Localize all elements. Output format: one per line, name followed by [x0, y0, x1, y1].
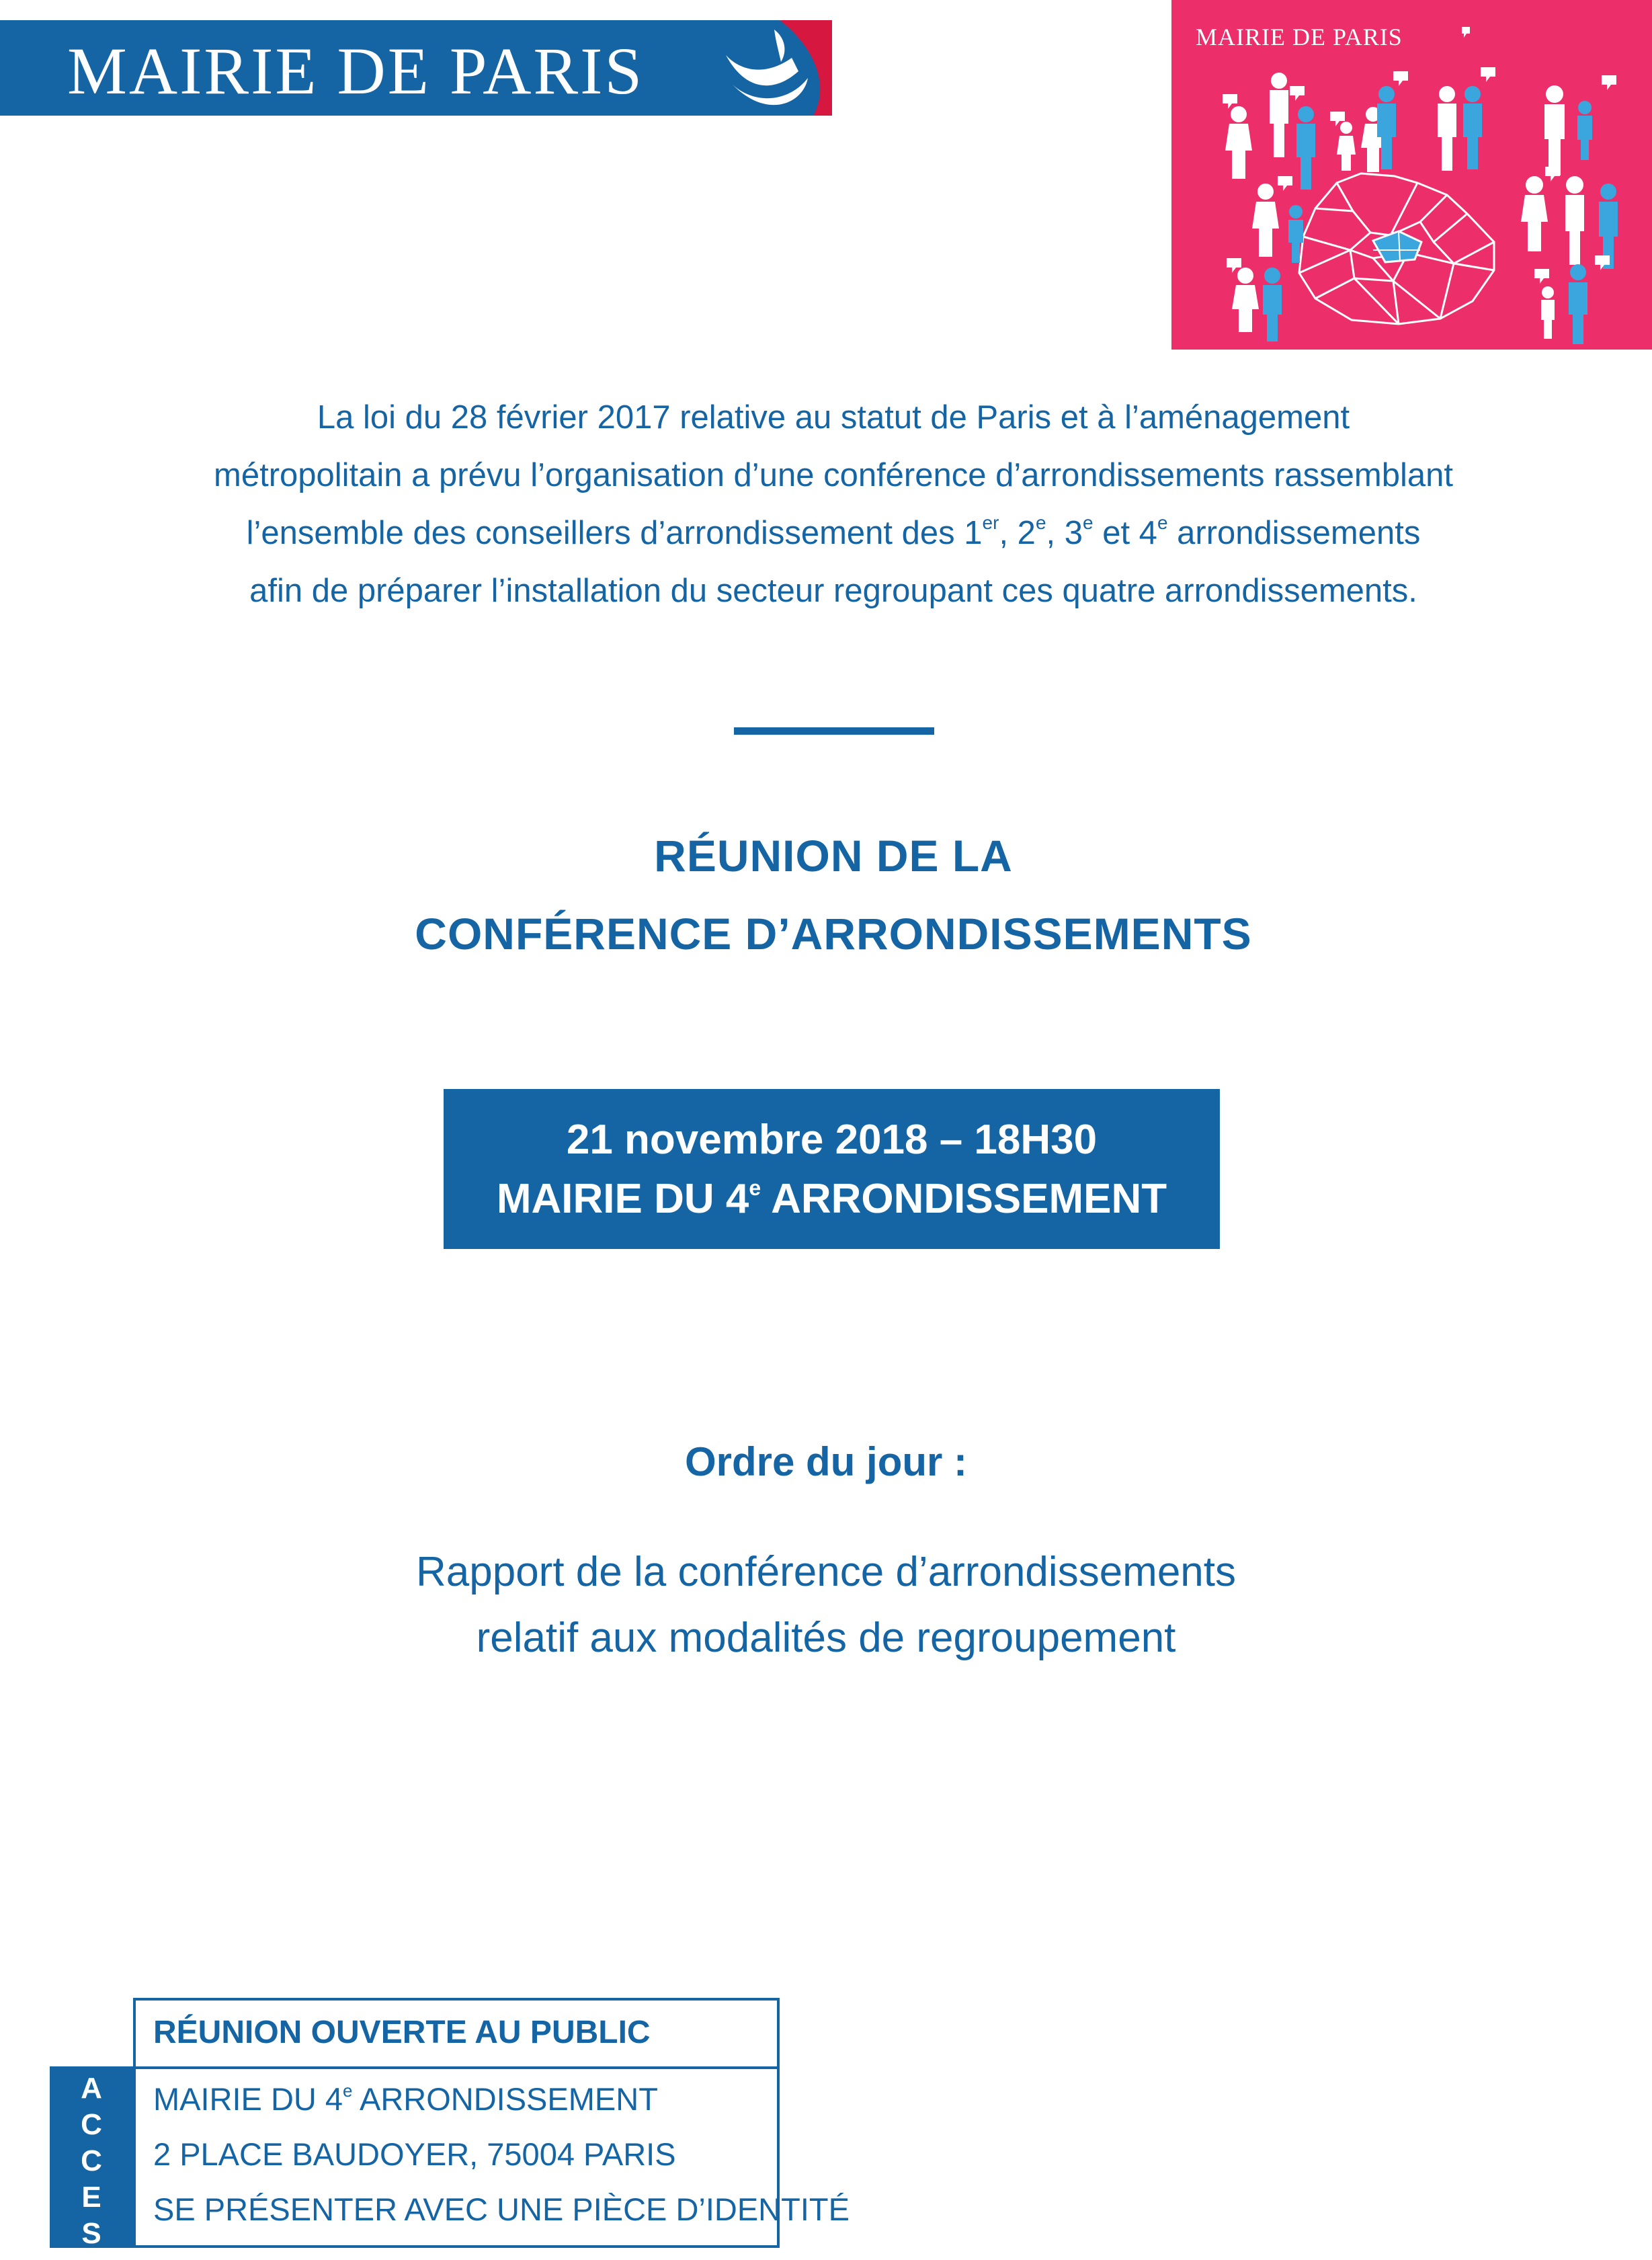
agenda-item-line: Rapport de la conférence d’arrondissements [415, 1549, 1237, 1595]
event-venue [444, 1170, 1220, 1229]
brand-banner [0, 20, 832, 116]
venue-text: ARRONDISSEMENT [761, 1176, 1167, 1222]
agenda-heading: Ordre du jour : [685, 1439, 967, 1484]
acces-letter: A [81, 2072, 102, 2105]
meeting-title-line: RÉUNION DE LA [654, 831, 1013, 881]
access-id-note: SE PRÉSENTER AVEC UNE PIÈCE D’IDENTITÉ [153, 2191, 850, 2227]
agenda-item [0, 1539, 1652, 1671]
access-venue [153, 2072, 850, 2127]
intro-text: , 2 [999, 515, 1036, 551]
access-heading: RÉUNION OUVERTE AU PUBLIC [153, 2015, 651, 2050]
intro-text: arrondissements [1167, 515, 1421, 551]
meeting-title-line: CONFÉRENCE D’ARRONDISSEMENTS [415, 909, 1252, 959]
intro-text: l’ensemble des conseillers d’arrondissement des 1 [246, 515, 983, 551]
acces-letter: S [81, 2217, 101, 2250]
paris-map-people-illustration [1171, 0, 1652, 350]
section-divider [734, 727, 934, 735]
intro-paragraph [134, 389, 1532, 620]
agenda-item-line: relatif aux modalités de regroupement [476, 1615, 1176, 1661]
event-datetime: 21 novembre 2018 – 18H30 [566, 1117, 1098, 1163]
meeting-title [202, 817, 1465, 973]
intro-line: métropolitain a prévu l’organisation d’une conférence d’arrondissements rassemblant [214, 457, 1453, 493]
intro-line: La loi du 28 février 2017 relative au statut de Paris et à l’aménagement [317, 399, 1350, 436]
ordinal-suffix: e [1157, 512, 1168, 533]
access-info-box [133, 2066, 850, 2248]
ordinal-suffix: e [749, 1176, 761, 1200]
access-text: ARRONDISSEMENT [352, 2081, 658, 2117]
acces-letter: C [81, 2144, 102, 2177]
date-venue-box [444, 1089, 1220, 1249]
intro-text: , 3 [1046, 515, 1083, 551]
ordinal-suffix: e [1035, 512, 1046, 533]
intro-line [134, 504, 1532, 562]
ordinal-suffix: e [343, 2081, 353, 2101]
venue-text: MAIRIE DU 4 [496, 1176, 749, 1222]
access-text: MAIRIE DU 4 [153, 2081, 343, 2117]
acces-letter: C [81, 2108, 102, 2141]
access-lines [153, 2072, 850, 2237]
access-address: 2 PLACE BAUDOYER, 75004 PARIS [153, 2136, 676, 2172]
paris-ship-logo-icon [712, 20, 832, 116]
access-heading-box [133, 1998, 780, 2069]
ordinal-suffix: e [1083, 512, 1093, 533]
intro-text: et 4 [1093, 515, 1157, 551]
acces-side-label [50, 2066, 133, 2248]
poster-title: MAIRIE DE PARIS [1196, 24, 1403, 50]
brand-title: MAIRIE DE PARIS [67, 34, 645, 108]
acces-letter: E [81, 2181, 101, 2214]
poster-illustration [1171, 0, 1652, 350]
intro-line: afin de préparer l’installation du secteur regroupant ces quatre arrondissements. [249, 573, 1417, 609]
ordinal-suffix: er [982, 512, 999, 533]
